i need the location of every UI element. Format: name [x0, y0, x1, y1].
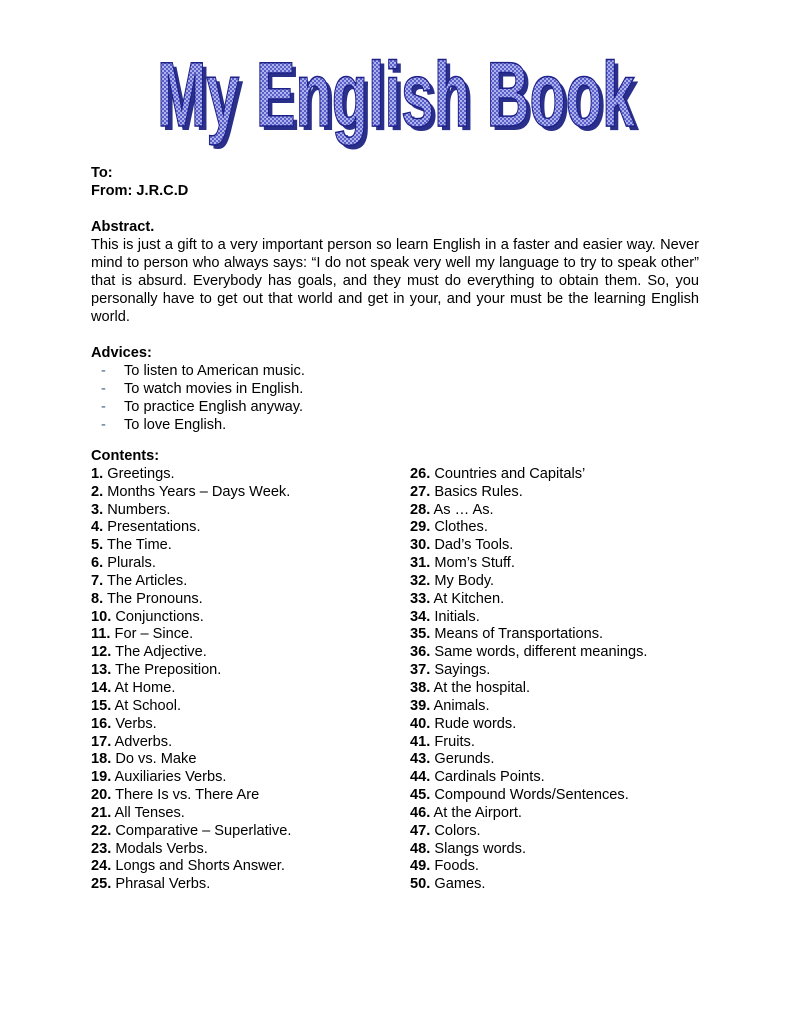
item-title: Compound Words/Sentences.: [430, 787, 629, 804]
item-title: There Is vs. There Are: [111, 787, 260, 804]
list-item: [91, 484, 291, 502]
item-title: Plurals.: [103, 555, 156, 572]
bullet-dash: -: [101, 381, 106, 397]
item-title: Comparative – Superlative.: [111, 822, 292, 839]
contents-column-right: [410, 466, 647, 894]
item-title: The Adjective.: [111, 644, 207, 661]
list-item: [410, 858, 647, 876]
list-item: [91, 698, 291, 716]
item-number: 43.: [410, 751, 431, 768]
list-item: [410, 716, 647, 734]
item-title: Dad’s Tools.: [430, 537, 514, 554]
advice-text: To love English.: [124, 417, 227, 433]
item-title: Sayings.: [430, 662, 491, 679]
spacer: [91, 200, 699, 218]
list-item: [410, 787, 647, 805]
item-title: Verbs.: [111, 715, 157, 732]
advice-text: To practice English anyway.: [124, 399, 303, 415]
item-number: 37.: [410, 662, 431, 679]
item-number: 12.: [91, 644, 112, 661]
list-item: [410, 537, 647, 555]
item-title: At School.: [111, 697, 182, 714]
list-item: [410, 573, 647, 591]
list-item: [91, 716, 291, 734]
list-item: [410, 680, 647, 698]
list-item: [410, 805, 647, 823]
item-title: Do vs. Make: [111, 751, 197, 768]
advice-text: To watch movies in English.: [124, 381, 304, 397]
contents-section: [91, 448, 699, 893]
item-number: 23.: [91, 840, 112, 857]
advices-list: [91, 362, 699, 434]
abstract-body: This is just a gift to a very important person so learn English in a faster and easier way. Never mind to person who always says: “I do not speak very well my language to try to speak other” that is absurd. Everybody has goals, and they must do everything to obtain them. So, you personally have to get out that world and get in your, and your must be the learning English world.: [91, 237, 699, 325]
list-item: [410, 698, 647, 716]
list-item: [91, 502, 291, 520]
item-title: Colors.: [430, 822, 481, 839]
document-title: [0, 46, 791, 156]
list-item: [91, 662, 291, 680]
to-label: To:: [91, 165, 113, 181]
item-title: Modals Verbs.: [111, 840, 208, 857]
list-item: [91, 734, 291, 752]
list-item: [410, 734, 647, 752]
item-number: 7.: [91, 572, 104, 589]
item-number: 44.: [410, 769, 431, 786]
item-number: 30.: [410, 537, 431, 554]
bullet-dash: -: [101, 417, 106, 433]
advices-heading: Advices:: [91, 345, 152, 361]
item-number: 29.: [410, 519, 431, 536]
item-number: 6.: [91, 555, 104, 572]
list-item: [410, 876, 647, 894]
item-number: 19.: [91, 769, 112, 786]
title-shadow: My English Book: [161, 48, 640, 150]
bullet-dash: -: [101, 399, 106, 415]
item-title: Games.: [430, 876, 486, 893]
item-number: 35.: [410, 626, 431, 643]
contents-heading: Contents:: [91, 448, 160, 464]
item-title: Fruits.: [430, 733, 475, 750]
item-title: The Articles.: [103, 572, 188, 589]
list-item: [91, 626, 291, 644]
item-title: Animals.: [430, 697, 490, 714]
item-title: Phrasal Verbs.: [111, 876, 211, 893]
item-title: My Body.: [430, 572, 495, 589]
item-title: Cardinals Points.: [430, 769, 545, 786]
document-header: [91, 164, 699, 434]
list-item: [91, 398, 699, 416]
list-item: [91, 537, 291, 555]
list-item: [410, 823, 647, 841]
list-item: [91, 573, 291, 591]
item-title: Basics Rules.: [430, 483, 523, 500]
abstract-heading: Abstract.: [91, 219, 155, 235]
item-number: 39.: [410, 697, 431, 714]
list-item: [91, 751, 291, 769]
list-item: [91, 466, 291, 484]
bullet-dash: -: [101, 363, 106, 379]
list-item: [410, 841, 647, 859]
list-item: [91, 519, 291, 537]
item-title: The Time.: [103, 537, 172, 554]
item-number: 20.: [91, 787, 112, 804]
item-number: 48.: [410, 840, 431, 857]
item-number: 13.: [91, 662, 112, 679]
item-title: Slangs words.: [430, 840, 527, 857]
item-number: 22.: [91, 822, 112, 839]
contents-column-left: [91, 466, 291, 894]
title-text: My English Book: [157, 46, 636, 146]
item-number: 31.: [410, 555, 431, 572]
list-item: [410, 519, 647, 537]
item-title: The Pronouns.: [103, 590, 203, 607]
list-item: [91, 609, 291, 627]
item-number: 2.: [91, 483, 104, 500]
item-title: Countries and Capitals’: [430, 465, 586, 482]
item-title: All Tenses.: [111, 804, 185, 821]
item-number: 26.: [410, 465, 431, 482]
spacer: [91, 326, 699, 344]
item-title: At Kitchen.: [430, 590, 505, 607]
list-item: [410, 466, 647, 484]
item-title: Means of Transportations.: [430, 626, 604, 643]
list-item: [91, 644, 291, 662]
item-title: Conjunctions.: [111, 608, 204, 625]
list-item: [410, 555, 647, 573]
item-title: At the Airport.: [430, 804, 522, 821]
item-title: As … As.: [430, 501, 494, 518]
item-title: Adverbs.: [111, 733, 173, 750]
item-title: Mom’s Stuff.: [430, 555, 515, 572]
item-title: The Preposition.: [111, 662, 222, 679]
item-number: 28.: [410, 501, 431, 518]
item-title: Auxiliaries Verbs.: [111, 769, 227, 786]
list-item: [91, 805, 291, 823]
list-item: [91, 841, 291, 859]
list-item: [91, 876, 291, 894]
item-number: 32.: [410, 572, 431, 589]
item-number: 4.: [91, 519, 104, 536]
list-item: [91, 591, 291, 609]
list-item: [91, 380, 699, 398]
list-item: [410, 751, 647, 769]
item-number: 38.: [410, 679, 431, 696]
item-number: 46.: [410, 804, 431, 821]
list-item: [91, 858, 291, 876]
list-item: [91, 680, 291, 698]
list-item: [410, 484, 647, 502]
item-number: 49.: [410, 858, 431, 875]
list-item: [91, 769, 291, 787]
item-number: 14.: [91, 679, 112, 696]
item-number: 3.: [91, 501, 104, 518]
list-item: [91, 823, 291, 841]
item-number: 50.: [410, 876, 431, 893]
item-number: 27.: [410, 483, 431, 500]
item-title: Greetings.: [103, 465, 175, 482]
item-number: 47.: [410, 822, 431, 839]
item-title: For – Since.: [110, 626, 194, 643]
from-label: From: J.R.C.D: [91, 183, 189, 199]
item-title: Months Years – Days Week.: [103, 483, 291, 500]
item-number: 25.: [91, 876, 112, 893]
item-number: 18.: [91, 751, 112, 768]
item-number: 1.: [91, 465, 104, 482]
item-number: 17.: [91, 733, 112, 750]
list-item: [410, 644, 647, 662]
item-title: At the hospital.: [430, 679, 531, 696]
list-item: [410, 662, 647, 680]
list-item: [410, 502, 647, 520]
list-item: [91, 362, 699, 380]
item-title: Presentations.: [103, 519, 201, 536]
list-item: [410, 609, 647, 627]
item-number: 10.: [91, 608, 112, 625]
item-number: 16.: [91, 715, 112, 732]
item-number: 8.: [91, 590, 104, 607]
list-item: [410, 591, 647, 609]
list-item: [91, 787, 291, 805]
item-number: 34.: [410, 608, 431, 625]
item-number: 24.: [91, 858, 112, 875]
item-number: 11.: [91, 626, 111, 643]
list-item: [91, 416, 699, 434]
item-title: Rude words.: [430, 715, 517, 732]
title-wordart: [0, 46, 791, 156]
item-title: Numbers.: [103, 501, 171, 518]
item-number: 40.: [410, 715, 431, 732]
item-title: Foods.: [430, 858, 479, 875]
item-title: At Home.: [111, 679, 176, 696]
item-number: 36.: [410, 644, 431, 661]
advice-text: To listen to American music.: [124, 363, 305, 379]
item-number: 45.: [410, 787, 431, 804]
item-title: Initials.: [430, 608, 480, 625]
item-number: 41.: [410, 733, 431, 750]
item-title: Clothes.: [430, 519, 488, 536]
item-title: Gerunds.: [430, 751, 495, 768]
item-number: 21.: [91, 804, 112, 821]
list-item: [91, 555, 291, 573]
item-title: Same words, different meanings.: [430, 644, 648, 661]
item-number: 15.: [91, 697, 112, 714]
item-title: Longs and Shorts Answer.: [111, 858, 285, 875]
list-item: [410, 769, 647, 787]
item-number: 5.: [91, 537, 104, 554]
item-number: 33.: [410, 590, 431, 607]
list-item: [410, 626, 647, 644]
